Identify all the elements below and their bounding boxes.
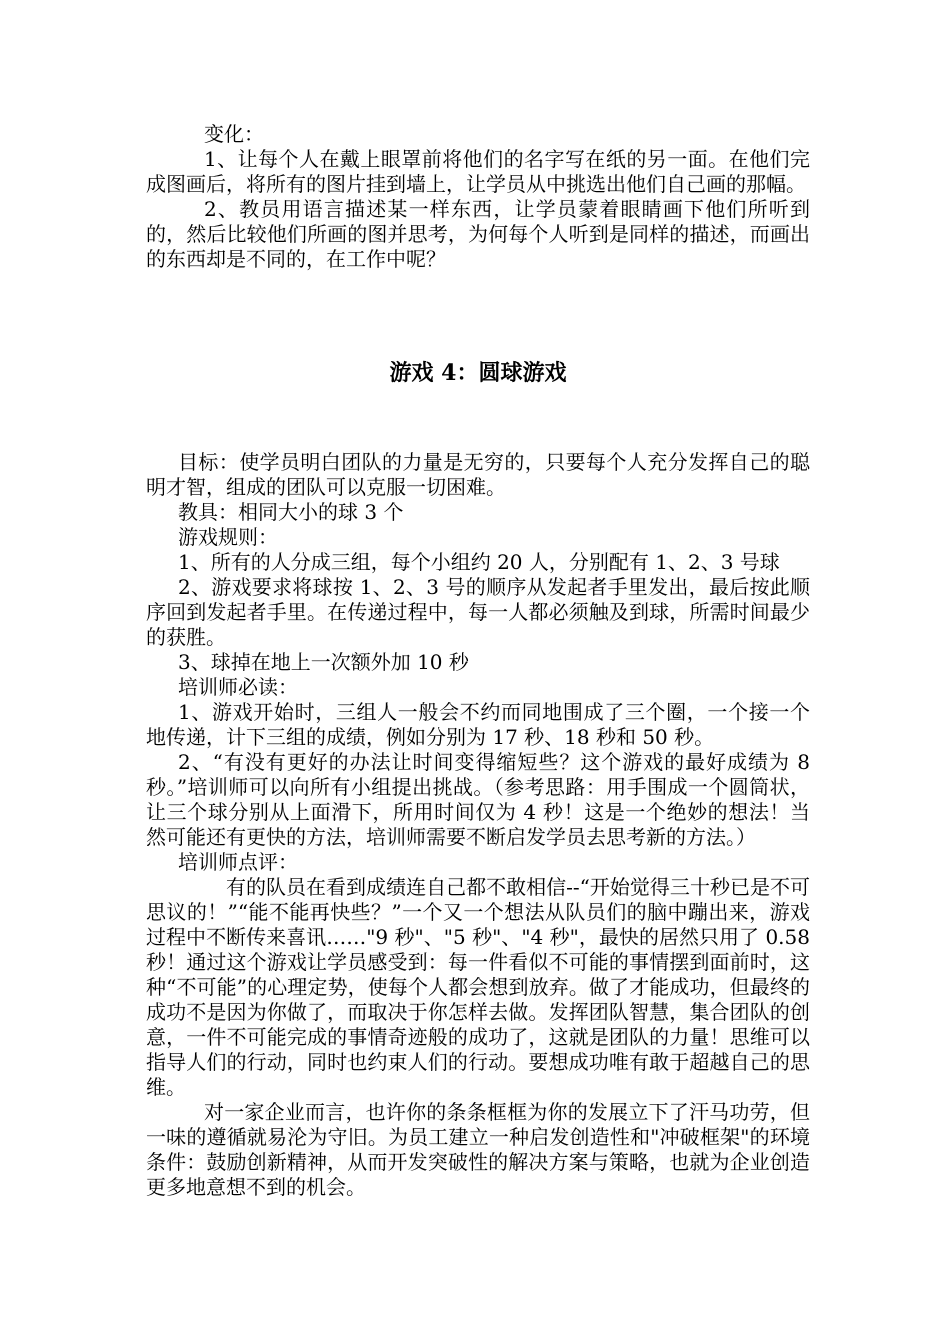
variation-item-2: 2、教员用语言描述某一样东西，让学员蒙着眼睛画下他们所听到的，然后比较他们所画的图并思考，为何每个人听到是同样的描述，而画出的东西却是不同的，在工作中呢？ (146, 197, 810, 271)
variations-section (146, 122, 810, 272)
variation-item-1: 1、让每个人在戴上眼罩前将他们的名字写在纸的另一面。在他们完成图画后，将所有的图片挂到墙上，让学员从中挑选出他们自己画的那幅。 (146, 147, 810, 196)
trainer-comment-1: 有的队员在看到成绩连自己都不敢相信--“开始觉得三十秒已是不可思议的！”“能不能再快些？”一个又一个想法从队员们的脑中蹦出来，游戏过程中不断传来喜讯……"9 秒"、"5 秒"、"4 秒"，最快的居然只用了 0.58 秒！通过这个游戏让学员感受到：每一件看似不可能的事情摆到面前时，这种“不可能”的心理定势，使每个人都会想到放弃。做了才能成功，但最终的成功不是因为你做了，而取决于你怎样去做。发挥团队智慧，集合团队的创意，一件不可能完成的事情奇迹般的成功了，这就是团队的力量！思维可以指导人们的行动，同时也约束人们的行动。要想成功唯有敢于超越自己的思维。 (146, 875, 810, 1099)
game-section (146, 450, 810, 1200)
goal-paragraph: 目标：使学员明白团队的力量是无穷的，只要每个人充分发挥自己的聪明才智，组成的团队可以克服一切困难。 (146, 450, 810, 499)
variations-heading: 变化： (204, 122, 264, 146)
rule-item-3: 3、球掉在地上一次额外加 10 秒 (178, 650, 469, 674)
trainer-notes-heading: 培训师必读： (178, 675, 298, 699)
props-line: 教具：相同大小的球 3 个 (178, 500, 404, 524)
trainer-comment-heading: 培训师点评： (178, 850, 298, 874)
trainer-comment-2: 对一家企业而言，也许你的条条框框为你的发展立下了汗马功劳，但一味的遵循就易沦为守旧。为员工建立一种启发创造性和"冲破框架"的环境条件：鼓励创新精神，从而开发突破性的解决方案与策略，也就为企业创造更多地意想不到的机会。 (146, 1100, 810, 1199)
game-title: 游戏 4：圆球游戏 (389, 360, 567, 386)
rule-item-2: 2、游戏要求将球按 1、2、3 号的顺序从发起者手里发出，最后按此顺序回到发起者手里。在传递过程中，每一人都必须触及到球，所需时间最少的获胜。 (146, 575, 810, 649)
trainer-note-2: 2、“有没有更好的办法让时间变得缩短些？这个游戏的最好成绩为 8 秒。”培训师可以向所有小组提出挑战。（参考思路：用手围成一个圆筒状，让三个球分别从上面滑下，所用时间仅为 4 秒！这是一个绝妙的想法！当然可能还有更快的方法，培训师需要不断启发学员去思考新的方法。） (146, 750, 810, 849)
trainer-note-1: 1、游戏开始时，三组人一般会不约而同地围成了三个圈，一个接一个地传递，计下三组的成绩，例如分别为 17 秒、18 秒和 50 秒。 (146, 700, 810, 749)
rules-heading: 游戏规则： (178, 525, 278, 549)
rule-item-1: 1、所有的人分成三组，每个小组约 20 人，分别配有 1、2、3 号球 (178, 550, 780, 574)
